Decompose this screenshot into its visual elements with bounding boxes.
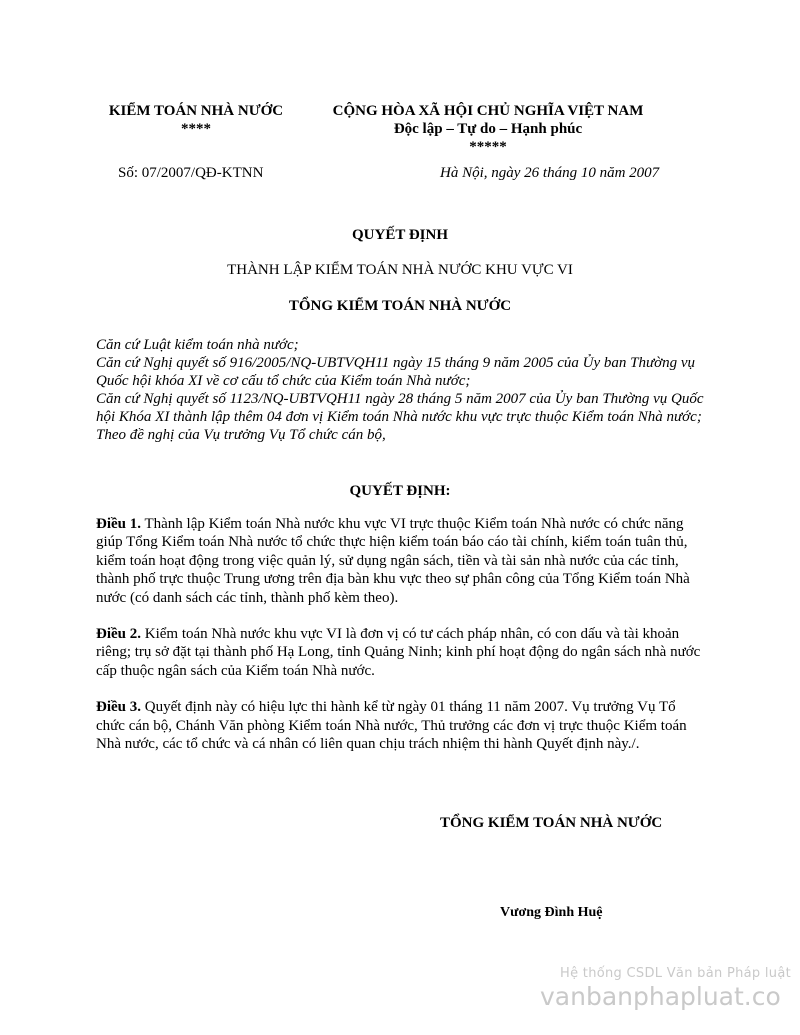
article-2 (96, 625, 706, 680)
place-date: Hà Nội, ngày 26 tháng 10 năm 2007 (440, 165, 660, 181)
article-text: Quyết định này có hiệu lực thi hành kể từ ngày 01 tháng 11 năm 2007. Vụ trưởng Vụ Tổ chức cán bộ, Chánh Văn phòng Kiểm toán Nhà nước, Thủ trưởng các đơn vị trực thuộc Kiểm toán Nhà nước, các tổ chức và cá nhân có liên quan chịu trách nhiệm thi hành Quyết định này./. (96, 699, 687, 753)
articles (96, 515, 706, 771)
basis-item: Theo đề nghị của Vụ trưởng Vụ Tổ chức cán bộ, (96, 427, 386, 443)
decision-heading: QUYẾT ĐỊNH: (349, 483, 451, 499)
article-label: Điều 3. (96, 699, 141, 716)
decision-type: QUYẾT ĐỊNH (352, 227, 448, 243)
basis-item: Căn cứ Nghị quyết số 916/2005/NQ-UBTVQH11 ngày 15 tháng 9 năm 2005 của Ủy ban Thường vụ Quốc hội khóa XI về cơ cấu tổ chức của Kiểm toán Nhà nước; (96, 355, 696, 389)
signature-title: TỔNG KIỂM TOÁN NHÀ NƯỚC (440, 815, 663, 831)
watermark-caption: Hệ thống CSDL Văn bản Pháp luật (560, 966, 791, 981)
legal-basis (96, 336, 706, 444)
nation-name: CỘNG HÒA XÃ HỘI CHỦ NGHĨA VIỆT NAM (332, 103, 644, 119)
basis-item: Căn cứ Luật kiểm toán nhà nước; (96, 337, 299, 353)
doc-number: Số: 07/2007/QĐ-KTNN (118, 165, 264, 181)
decision-subject: THÀNH LẬP KIỂM TOÁN NHÀ NƯỚC KHU VỰC VI (227, 262, 573, 278)
agency-header (96, 102, 296, 138)
watermark-site: vanbanphapluat.co (540, 982, 781, 1011)
article-text: Kiểm toán Nhà nước khu vực VI là đơn vị có tư cách pháp nhân, có con dấu và tài khoản riêng; trụ sở đặt tại thành phố Hạ Long, tỉnh Quảng Ninh; kinh phí hoạt động do ngân sách nhà nước cấp thuộc ngân sách của Kiểm toán Nhà nước. (96, 626, 701, 679)
article-label: Điều 1. (96, 516, 141, 532)
agency-stars: **** (181, 121, 211, 137)
article-1 (96, 515, 706, 607)
article-3 (96, 698, 706, 753)
article-text: Thành lập Kiểm toán Nhà nước khu vực VI trực thuộc Kiểm toán Nhà nước có chức năng giúp Tổng Kiểm toán Nhà nước tổ chức thực hiện kiểm toán báo cáo tài chính, kiểm toán tuân thủ, kiểm toán hoạt động trong việc quản lý, sử dụng ngân sách, tiền và tài sản nhà nước của các tỉnh, thành phố trực thuộc Trung ương trên địa bàn khu vực theo sự phân công của Tổng Kiểm toán Nhà nước (có danh sách các tỉnh, thành phố kèm theo). (96, 516, 690, 606)
issuing-authority: TỔNG KIỂM TOÁN NHÀ NƯỚC (288, 298, 512, 314)
agency-name: KIỂM TOÁN NHÀ NƯỚC (108, 103, 284, 119)
signer-name: Vương Đình Huệ (500, 905, 603, 920)
motto: Độc lập – Tự do – Hạnh phúc (393, 121, 583, 137)
nation-header (316, 102, 660, 156)
basis-item: Căn cứ Nghị quyết số 1123/NQ-UBTVQH11 ngày 28 tháng 5 năm 2007 của Ủy ban Thường vụ Quốc hội Khóa XI thành lập thêm 04 đơn vị Kiểm toán Nhà nước khu vực trực thuộc Kiểm toán Nhà nước; (96, 391, 704, 425)
article-label: Điều 2. (96, 626, 141, 643)
motto-stars: ***** (469, 139, 507, 155)
